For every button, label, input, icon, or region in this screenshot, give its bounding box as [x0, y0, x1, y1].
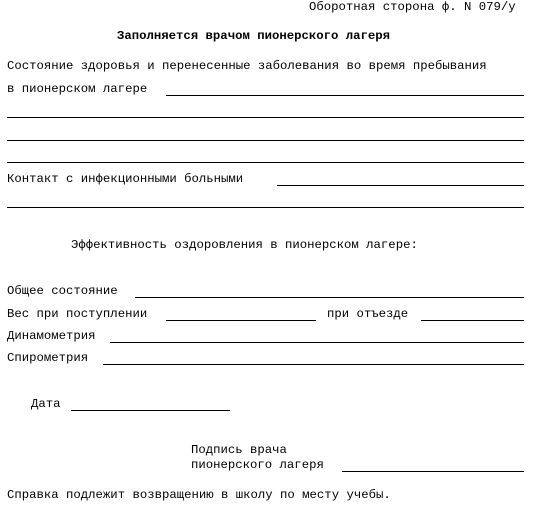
health-field-line-2[interactable]	[7, 117, 524, 118]
dynamometry-label: Динамометрия	[7, 329, 96, 343]
health-field-line-1[interactable]	[166, 95, 524, 96]
effectiveness-title: Эффективность оздоровления в пионерском лагере:	[71, 238, 418, 252]
signature-label-line2: пионерского лагеря	[191, 458, 324, 472]
health-label-line1: Состояние здоровья и перенесенные заболевания во время пребывания	[7, 59, 487, 73]
contact-label: Контакт с инфекционными больными	[7, 172, 244, 186]
weight-out-label: при отъезде	[327, 307, 409, 321]
weight-in-field[interactable]	[166, 320, 316, 321]
dynamometry-field[interactable]	[110, 342, 524, 343]
health-label-line2: в пионерском лагере	[7, 82, 148, 96]
date-field[interactable]	[71, 410, 230, 411]
spirometry-field[interactable]	[103, 364, 524, 365]
general-state-label: Общее состояние	[7, 284, 118, 298]
contact-field-line-1[interactable]	[277, 185, 524, 186]
section-title: Заполняется врачом пионерского лагеря	[117, 29, 391, 43]
spirometry-label: Спирометрия	[7, 351, 89, 365]
weight-in-label: Вес при поступлении	[7, 307, 148, 321]
form-reference: Оборотная сторона ф. N 079/у	[309, 0, 516, 14]
footer-note: Справка подлежит возвращению в школу по месту учебы.	[7, 488, 391, 502]
health-field-line-4[interactable]	[7, 162, 524, 163]
general-state-field[interactable]	[135, 297, 524, 298]
health-field-line-3[interactable]	[7, 140, 524, 141]
weight-out-field[interactable]	[421, 320, 524, 321]
date-label: Дата	[31, 397, 61, 411]
signature-label-line1: Подпись врача	[191, 443, 287, 457]
signature-field[interactable]	[342, 471, 524, 472]
contact-field-line-2[interactable]	[7, 207, 524, 208]
